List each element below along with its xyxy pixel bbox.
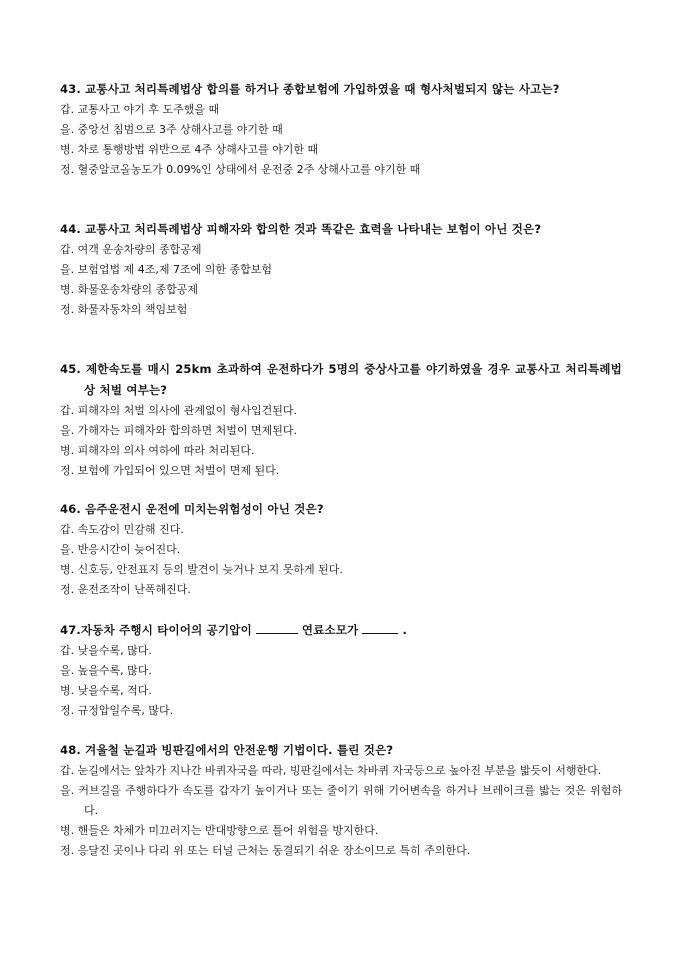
option-eul: 을. 커브길을 주행하다가 속도를 갑자기 높이거나 또는 줄이기 위해 기어변속을 하거나 브레이크를 밟는 것은 위험하다. — [60, 784, 622, 817]
option-list — [60, 401, 622, 481]
option-jeong: 정. 운전조작이 난폭해진다. — [60, 583, 191, 596]
option-jeong: 정. 보험에 가입되어 있으면 처벌이 면제 된다. — [60, 464, 280, 477]
option-byeong: 병. 신호등, 안전표지 등의 발견이 늦거나 보지 못하게 된다. — [60, 563, 343, 576]
option-jeong: 정. 규정압일수록, 많다. — [60, 704, 174, 717]
question-title: 45. 제한속도를 매시 25km 초과하여 운전하다가 5명의 중상사고를 야기하였을 경우 교통사고 처리특례법상 처벌 여부는? — [60, 362, 622, 397]
option-jeong: 정. 혈중알코올농도가 0.09%인 상태에서 운전중 2주 상해사고를 야기한 때 — [60, 163, 421, 176]
option-byeong: 병. 낮을수록, 적다. — [60, 684, 152, 697]
option-byeong: 병. 핸들은 차체가 미끄러지는 반대방향으로 틀어 위험을 방지한다. — [60, 824, 379, 837]
question-47 — [60, 620, 622, 721]
question-title-part2: 연료소모가 — [301, 623, 359, 637]
question-43 — [60, 79, 622, 180]
question-44 — [60, 219, 622, 320]
option-list — [60, 761, 622, 861]
question-48 — [60, 740, 622, 861]
option-list — [60, 240, 622, 320]
question-title: 46. 음주운전시 운전에 미치는위험성이 아닌 것은? — [60, 502, 324, 516]
option-eul: 을. 중앙선 침범으로 3주 상해사고를 야기한 때 — [60, 123, 283, 136]
option-eul: 을. 반응시간이 늦어진다. — [60, 543, 181, 556]
option-eul: 을. 가해자는 피해자와 합의하면 처벌이 면제된다. — [60, 424, 297, 437]
option-list — [60, 520, 622, 600]
option-jeong: 정. 응달진 곳이나 다리 위 또는 터널 근처는 동결되기 쉬운 장소이므로 특히 주의한다. — [60, 844, 471, 857]
question-title: 48. 겨울철 눈길과 빙판길에서의 안전운행 기법이다. 틀린 것은? — [60, 743, 394, 757]
question-title: 43. 교통사고 처리특례법상 합의를 하거나 종합보험에 가입하였을 때 형사처벌되지 않는 사고는? — [60, 82, 560, 96]
answer-blank-1 — [256, 621, 298, 634]
option-gap: 갑. 속도감이 민감해 진다. — [60, 523, 184, 536]
option-eul: 을. 높을수록, 많다. — [60, 664, 152, 677]
option-eul: 을. 보험업법 제 4조,제 7조에 의한 종합보험 — [60, 263, 272, 276]
question-title: 44. 교통사고 처리특례법상 피해자와 합의한 것과 똑같은 효력을 나타내는 보험이 아닌 것은? — [60, 222, 542, 236]
question-title-part1: 47.자동차 주행시 타이어의 공기압이 — [60, 623, 252, 637]
option-gap: 갑. 여객 운송차량의 종합공제 — [60, 243, 202, 256]
option-byeong: 병. 화물운송차량의 종합공제 — [60, 283, 199, 296]
option-byeong: 병. 차로 통행방법 위반으로 4주 상해사고를 야기한 때 — [60, 143, 319, 156]
answer-blank-2 — [362, 621, 398, 634]
question-45 — [60, 359, 622, 481]
option-gap: 갑. 눈길에서는 앞차가 지나간 바퀴자국을 따라, 빙판길에서는 차바퀴 자국등으로 높아진 부분을 밟듯이 서행한다. — [60, 764, 602, 777]
option-list — [60, 641, 622, 721]
option-gap: 갑. 교통사고 야기 후 도주했을 때 — [60, 103, 220, 116]
option-jeong: 정. 화물자동차의 책임보험 — [60, 303, 188, 316]
option-gap: 갑. 낮을수록, 많다. — [60, 644, 152, 657]
option-byeong: 병. 피해자의 의사 여하에 따라 처리된다. — [60, 444, 255, 457]
question-46 — [60, 499, 622, 600]
option-gap: 갑. 피해자의 처벌 의사에 관계없이 형사입건된다. — [60, 404, 297, 417]
question-title-part3: . — [402, 623, 408, 637]
question-title — [60, 620, 622, 641]
option-list — [60, 100, 622, 180]
